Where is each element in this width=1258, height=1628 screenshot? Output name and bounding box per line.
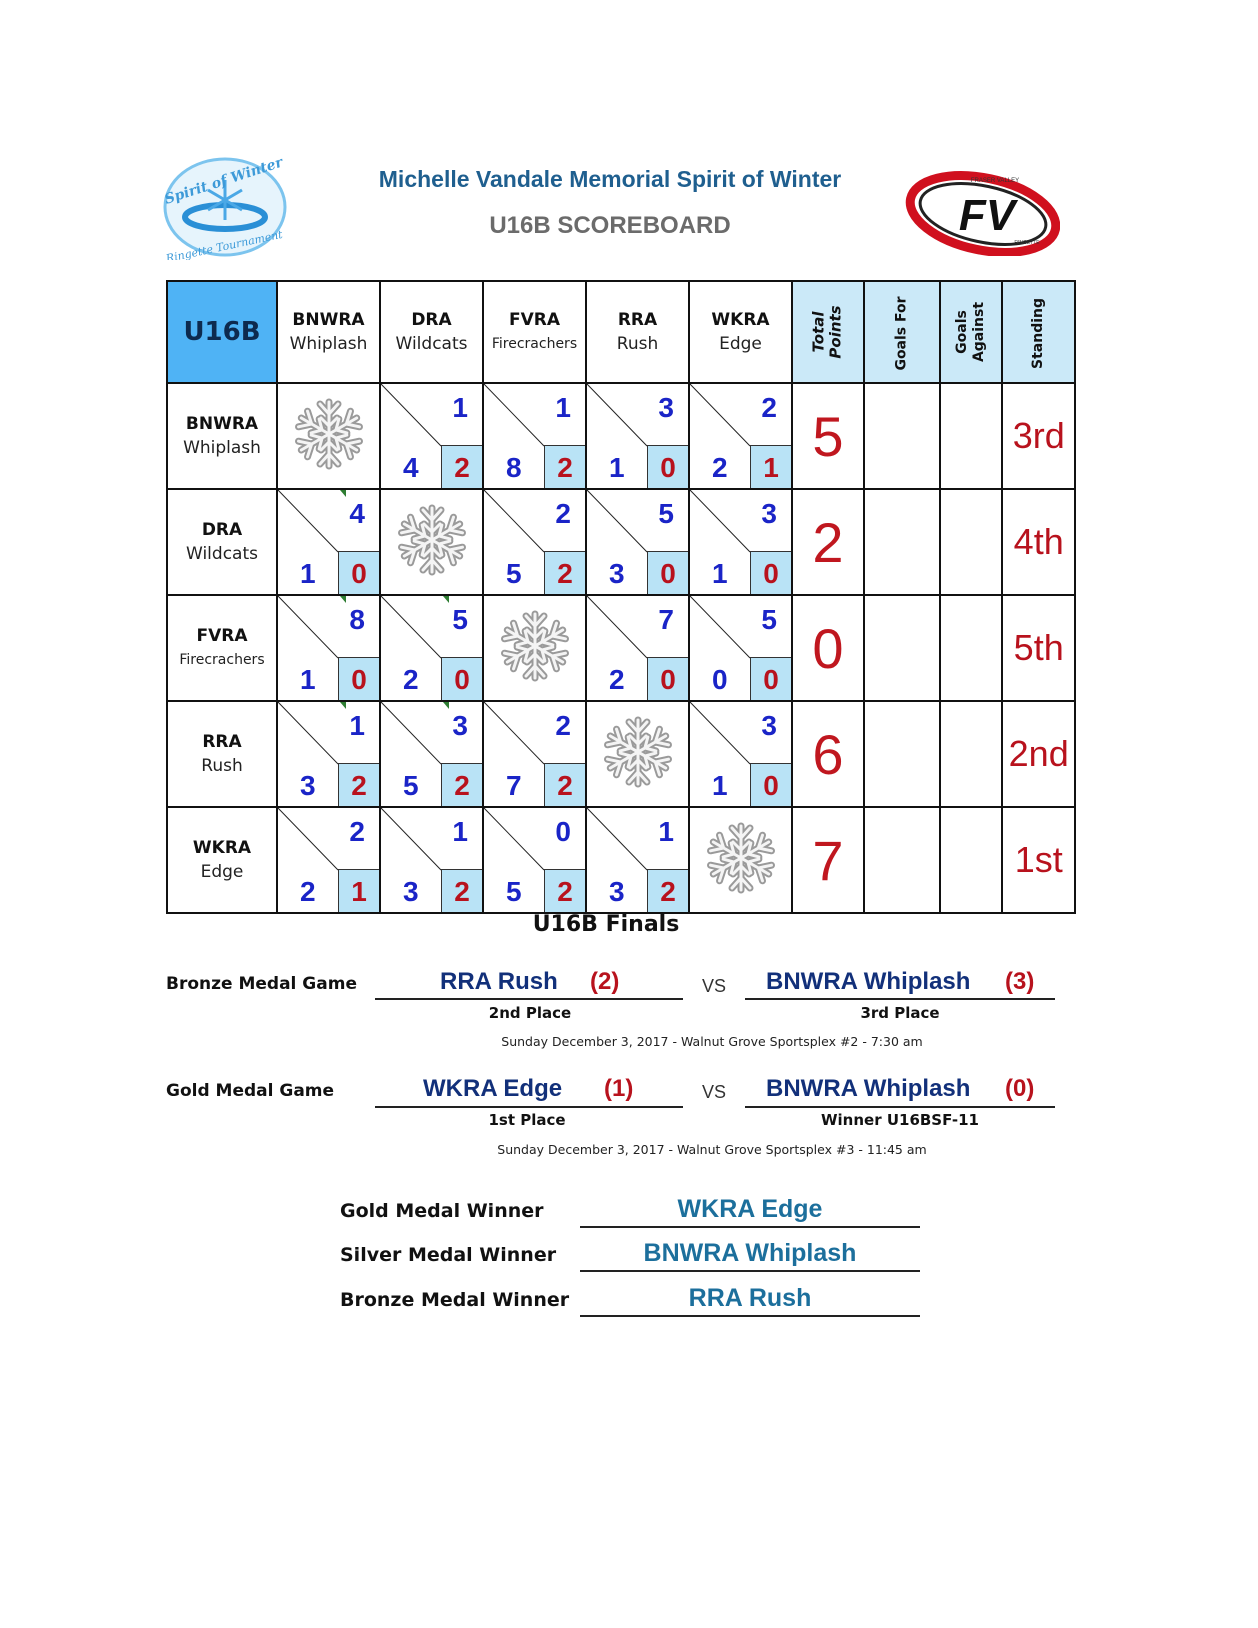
match-points-value: 2 [544, 551, 585, 594]
match-points-value: 0 [750, 551, 791, 594]
goals-for-total [864, 595, 940, 701]
match-points-value: 0 [647, 551, 688, 594]
snowflake-icon [289, 394, 369, 474]
match-points-value: 0 [647, 445, 688, 488]
vs-label: VS [702, 1082, 727, 1102]
team-row [167, 383, 1075, 489]
goals-for-value: 5 [761, 604, 777, 635]
match-points-value: 0 [750, 763, 791, 806]
total-points-value: 5 [792, 383, 864, 489]
svg-text:Ringette Tournament: Ringette Tournament [164, 227, 284, 260]
total-points-value: 0 [792, 595, 864, 701]
goals-for-value: 3 [658, 392, 674, 423]
division-label: U16B [167, 281, 277, 383]
logo-fv-text: FV [958, 191, 1016, 240]
silver-medal-label: Silver Medal Winner [340, 1244, 557, 1266]
goals-against-value: 2 [300, 876, 316, 907]
gold-medal-label: Gold Medal Winner [340, 1200, 544, 1222]
vs-label: VS [702, 976, 727, 996]
match-cell [380, 383, 483, 489]
gold-medal-slot [580, 1192, 920, 1228]
goals-for-value: 2 [349, 816, 365, 847]
comment-flag-icon [340, 490, 346, 497]
match-cell [483, 701, 586, 807]
goals-for-value: 8 [349, 604, 365, 635]
match-points-value: 2 [544, 869, 585, 912]
snowflake-icon [598, 712, 678, 792]
svg-text:RINGETTE: RINGETTE [1014, 240, 1040, 246]
match-cell [277, 489, 380, 595]
match-cell [586, 383, 689, 489]
page-subtitle: U16B SCOREBOARD [489, 212, 731, 239]
goals-for-total [864, 383, 940, 489]
goals-for-value: 1 [452, 392, 468, 423]
goals-against-total [940, 701, 1002, 807]
goals-against-value: 1 [712, 558, 728, 589]
goals-for-value: 7 [658, 604, 674, 635]
gold-away-score: (0) [1005, 1075, 1035, 1102]
match-points-value: 2 [441, 869, 482, 912]
goals-against-value: 3 [609, 558, 625, 589]
team-row [167, 489, 1075, 595]
team-row [167, 595, 1075, 701]
column-header: RRA Rush [586, 281, 689, 383]
match-cell [586, 595, 689, 701]
column-header: DRA Wildcats [380, 281, 483, 383]
match-points-value: 2 [441, 445, 482, 488]
match-cell [380, 701, 483, 807]
bronze-away-seed: 3rd Place [860, 1004, 940, 1022]
standing-value: 3rd [1002, 383, 1075, 489]
goals-against-value: 7 [506, 770, 522, 801]
bronze-medal-label: Bronze Medal Winner [340, 1289, 570, 1311]
goals-for-value: 2 [555, 710, 571, 741]
row-header: RRA Rush [167, 701, 277, 807]
match-cell [277, 595, 380, 701]
goals-for-value: 5 [658, 498, 674, 529]
gold-game-label: Gold Medal Game [166, 1081, 335, 1101]
match-cell [689, 595, 792, 701]
spirit-of-winter-logo [160, 155, 290, 260]
row-header: BNWRA Whiplash [167, 383, 277, 489]
match-points-value: 2 [338, 763, 379, 806]
total-points-value: 7 [792, 807, 864, 913]
goals-for-value: 5 [452, 604, 468, 635]
match-cell [277, 701, 380, 807]
match-points-value: 2 [544, 763, 585, 806]
goals-against-header: Goals Against [940, 281, 1002, 383]
match-cell [483, 383, 586, 489]
match-cell [483, 807, 586, 913]
snowflake-icon [392, 500, 472, 580]
goals-against-value: 0 [712, 664, 728, 695]
match-cell [689, 383, 792, 489]
match-points-value: 0 [338, 551, 379, 594]
goals-for-value: 4 [349, 498, 365, 529]
scoreboard-table [166, 280, 1076, 914]
match-cell [689, 701, 792, 807]
finals-title: U16B Finals [532, 912, 680, 937]
match-points-value: 2 [441, 763, 482, 806]
goals-for-value: 1 [349, 710, 365, 741]
logo-script-text: Spirit of Winter [162, 155, 285, 208]
goals-for-value: 2 [761, 392, 777, 423]
goals-against-value: 2 [403, 664, 419, 695]
goals-against-value: 2 [712, 452, 728, 483]
goals-against-value: 1 [712, 770, 728, 801]
goals-for-value: 3 [452, 710, 468, 741]
column-header: BNWRA Whiplash [277, 281, 380, 383]
comment-flag-icon [340, 596, 346, 603]
bronze-home-score: (2) [590, 968, 620, 995]
self-match-cell [380, 489, 483, 595]
goals-against-value: 2 [609, 664, 625, 695]
standing-value: 2nd [1002, 701, 1075, 807]
match-cell [586, 807, 689, 913]
silver-medal-slot [580, 1236, 920, 1272]
goals-against-value: 1 [609, 452, 625, 483]
row-header: DRA Wildcats [167, 489, 277, 595]
column-header: FVRA Firecrachers [483, 281, 586, 383]
goals-for-value: 3 [761, 498, 777, 529]
match-points-value: 1 [750, 445, 791, 488]
snowflake-icon [495, 606, 575, 686]
snowflake-icon [701, 818, 781, 898]
match-cell [380, 595, 483, 701]
bronze-game-time: Sunday December 3, 2017 - Walnut Grove Sportsplex #2 - 7:30 am [501, 1034, 923, 1049]
match-points-value: 2 [544, 445, 585, 488]
gold-away-team: BNWRA Whiplash [766, 1075, 971, 1102]
comment-flag-icon [443, 702, 449, 709]
match-points-value: 0 [750, 657, 791, 700]
match-cell [586, 489, 689, 595]
match-cell [689, 489, 792, 595]
goals-for-total [864, 701, 940, 807]
standing-header: Standing [1002, 281, 1075, 383]
goals-against-total [940, 383, 1002, 489]
goals-for-value: 2 [555, 498, 571, 529]
standing-value: 4th [1002, 489, 1075, 595]
page-title: Michelle Vandale Memorial Spirit of Winter [378, 166, 842, 192]
comment-flag-icon [340, 702, 346, 709]
self-match-cell [586, 701, 689, 807]
goals-against-value: 4 [403, 452, 419, 483]
bronze-away-score: (3) [1005, 968, 1035, 995]
match-points-value: 0 [647, 657, 688, 700]
bronze-away-team: BNWRA Whiplash [766, 968, 971, 995]
goals-against-value: 1 [300, 664, 316, 695]
goals-for-value: 1 [452, 816, 468, 847]
standing-value: 1st [1002, 807, 1075, 913]
self-match-cell [277, 383, 380, 489]
bronze-medal-slot [580, 1281, 920, 1317]
gold-home-seed: 1st Place [488, 1111, 566, 1129]
comment-flag-icon [443, 596, 449, 603]
column-header: WKRA Edge [689, 281, 792, 383]
goals-against-value: 8 [506, 452, 522, 483]
standing-value: 5th [1002, 595, 1075, 701]
team-row [167, 807, 1075, 913]
bronze-home-team: RRA Rush [440, 968, 558, 995]
self-match-cell [689, 807, 792, 913]
gold-medal-team: WKRA Edge [677, 1195, 823, 1223]
self-match-cell [483, 595, 586, 701]
match-points-value: 2 [647, 869, 688, 912]
total-points-header: Total Points [792, 281, 864, 383]
goals-against-value: 1 [300, 558, 316, 589]
goals-against-total [940, 489, 1002, 595]
svg-text:FRASER VALLEY: FRASER VALLEY [970, 178, 1020, 184]
goals-against-value: 5 [403, 770, 419, 801]
goals-for-value: 1 [658, 816, 674, 847]
total-points-value: 2 [792, 489, 864, 595]
match-points-value: 1 [338, 869, 379, 912]
silver-medal-team: BNWRA Whiplash [643, 1239, 857, 1267]
goals-for-total [864, 489, 940, 595]
gold-away-seed: Winner U16BSF-11 [820, 1111, 979, 1129]
goals-against-value: 3 [403, 876, 419, 907]
bronze-home-seed: 2nd Place [488, 1004, 572, 1022]
goals-against-value: 3 [609, 876, 625, 907]
gold-home-team: WKRA Edge [423, 1075, 563, 1102]
match-points-value: 0 [441, 657, 482, 700]
goals-for-total [864, 807, 940, 913]
goals-against-total [940, 595, 1002, 701]
team-row [167, 701, 1075, 807]
gold-home-score: (1) [604, 1075, 634, 1102]
goals-against-total [940, 807, 1002, 913]
match-cell [277, 807, 380, 913]
header-row [167, 281, 1075, 383]
match-cell [483, 489, 586, 595]
bronze-medal-team: RRA Rush [688, 1284, 812, 1312]
goals-for-value: 0 [555, 816, 571, 847]
match-cell [380, 807, 483, 913]
goals-for-value: 3 [761, 710, 777, 741]
goals-against-value: 3 [300, 770, 316, 801]
bronze-game-label: Bronze Medal Game [166, 974, 357, 994]
match-points-value: 0 [338, 657, 379, 700]
goals-for-value: 1 [555, 392, 571, 423]
goals-against-value: 5 [506, 876, 522, 907]
row-header: FVRA Firecrachers [167, 595, 277, 701]
row-header: WKRA Edge [167, 807, 277, 913]
gold-game-time: Sunday December 3, 2017 - Walnut Grove Sportsplex #3 - 11:45 am [497, 1142, 927, 1157]
fraser-valley-ringette-logo [905, 168, 1060, 256]
total-points-value: 6 [792, 701, 864, 807]
goals-against-value: 5 [506, 558, 522, 589]
goals-for-header: Goals For [864, 281, 940, 383]
